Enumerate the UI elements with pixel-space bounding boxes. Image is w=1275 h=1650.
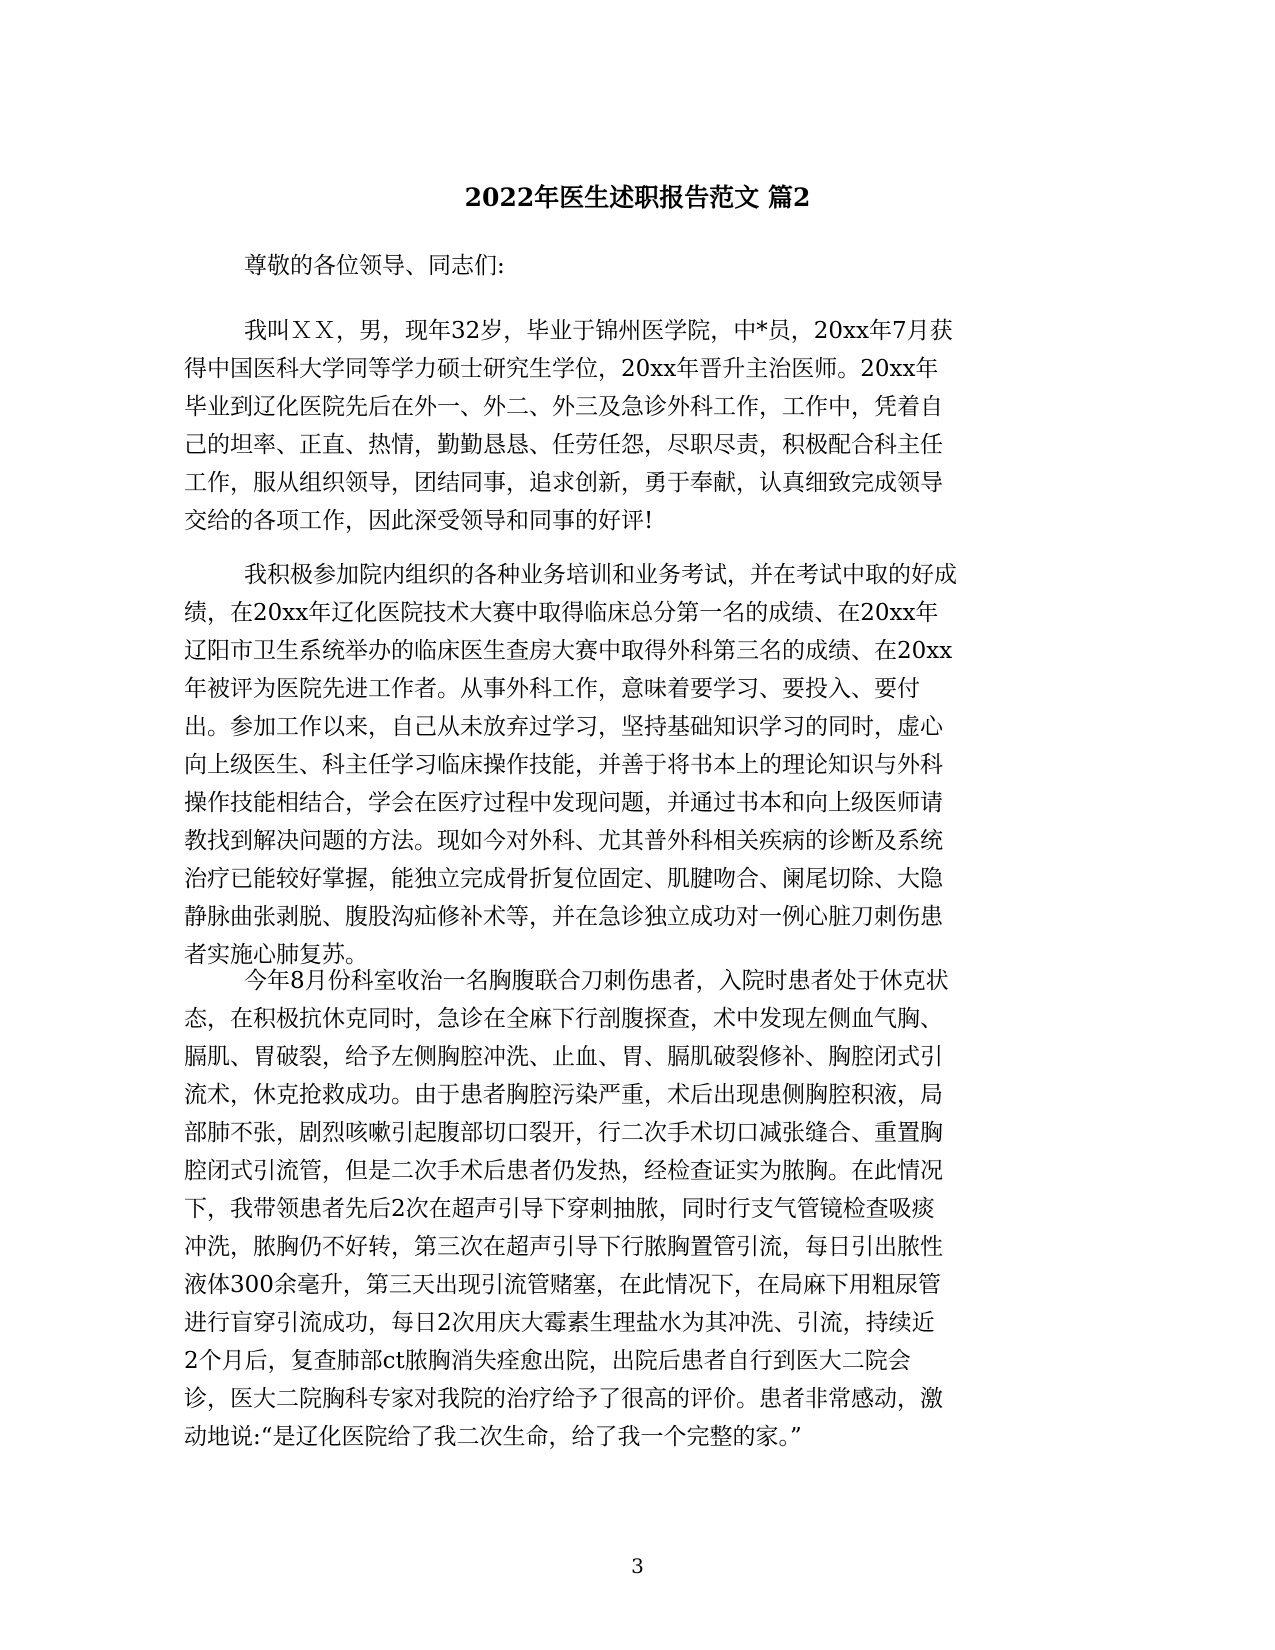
- paragraph-self-introduction: [184, 312, 1080, 540]
- paragraph-line: 出。参加工作以来，自己从未放弃过学习，坚持基础知识学习的同时，虚心: [184, 714, 943, 740]
- paragraph-line: 绩，在20xx年辽化医院技术大赛中取得临床总分第一名的成绩、在20xx年: [184, 600, 939, 626]
- page-number: 3: [631, 1554, 644, 1578]
- paragraph-line: 静脉曲张剥脱、腹股沟疝修补术等，并在急诊独立成功对一例心脏刀刺伤患: [184, 904, 943, 930]
- paragraph-line: 动地说:“是辽化医院给了我二次生命，给了我一个完整的家。”: [184, 1424, 802, 1450]
- paragraph-case-report: [184, 962, 1080, 1456]
- paragraph-line: 向上级医生、科主任学习临床操作技能，并善于将书本上的理论知识与外科: [184, 752, 943, 778]
- paragraph-line: 年被评为医院先进工作者。从事外科工作，意味着要学习、要投入、要付: [184, 676, 920, 702]
- paragraph-line: 毕业到辽化医院先后在外一、外二、外三及急诊外科工作，工作中，凭着自: [184, 394, 943, 420]
- paragraph-line: 2个月后，复查肺部ct脓胸消失痊愈出院，出院后患者自行到医大二院会: [184, 1348, 911, 1374]
- paragraph-line: 下，我带领患者先后2次在超声引导下穿刺抽脓，同时行支气管镜检查吸痰: [184, 1196, 935, 1222]
- paragraph-line: 诊，医大二院胸科专家对我院的治疗给予了很高的评价。患者非常感动，激: [184, 1386, 943, 1412]
- paragraph-line: 操作技能相结合，学会在医疗过程中发现问题，并通过书本和向上级医师请: [184, 790, 943, 816]
- salutation: 尊敬的各位领导、同志们:: [244, 253, 505, 279]
- paragraph-line: 我积极参加院内组织的各种业务培训和业务考试，并在考试中取的好成: [244, 562, 957, 588]
- paragraph-training-achievements: [184, 556, 1080, 974]
- paragraph-line: 冲洗，脓胸仍不好转，第三次在超声引导下行脓胸置管引流，每日引出脓性: [184, 1234, 943, 1260]
- paragraph-line: 液体300余毫升，第三天出现引流管赌塞，在此情况下，在局麻下用粗尿管: [184, 1272, 941, 1298]
- document-title: 2022年医生述职报告范文 篇2: [464, 183, 811, 212]
- paragraph-line: 工作，服从组织领导，团结同事，追求创新，勇于奉献，认真细致完成领导: [184, 470, 943, 496]
- paragraph-line: 己的坦率、正直、热情，勤勤恳恳、任劳任怨，尽职尽责，积极配合科主任: [184, 432, 943, 458]
- paragraph-line: 流术，休克抢救成功。由于患者胸腔污染严重，术后出现患侧胸腔积液，局: [184, 1082, 943, 1108]
- paragraph-line: 辽阳市卫生系统举办的临床医生查房大赛中取得外科第三名的成绩、在20xx: [184, 638, 953, 664]
- paragraph-line: 得中国医科大学同等学力硕士研究生学位，20xx年晋升主治医师。20xx年: [184, 356, 939, 382]
- paragraph-line: 腔闭式引流管，但是二次手术后患者仍发热，经检查证实为脓胸。在此情况: [184, 1158, 943, 1184]
- paragraph-line: 今年8月份科室收治一名胸腹联合刀刺伤患者，入院时患者处于休克状: [244, 968, 949, 994]
- paragraph-line: 教找到解决问题的方法。现如今对外科、尤其普外科相关疾病的诊断及系统: [184, 828, 943, 854]
- paragraph-line: 者实施心肺复苏。: [184, 942, 368, 968]
- paragraph-line: 态，在积极抗休克同时，急诊在全麻下行剖腹探查，术中发现左侧血气胸、: [184, 1006, 943, 1032]
- paragraph-line: 部肺不张，剧烈咳嗽引起腹部切口裂开，行二次手术切口减张缝合、重置胸: [184, 1120, 943, 1146]
- paragraph-line: 膈肌、胃破裂，给予左侧胸腔冲洗、止血、胃、膈肌破裂修补、胸腔闭式引: [184, 1044, 943, 1070]
- paragraph-line: 治疗已能较好掌握，能独立完成骨折复位固定、肌腱吻合、阑尾切除、大隐: [184, 866, 943, 892]
- paragraph-line: 我叫ＸＸ，男，现年32岁，毕业于锦州医学院，中*员，20xx年7月获: [244, 318, 953, 344]
- paragraph-line: 进行盲穿引流成功，每日2次用庆大霉素生理盐水为其冲洗、引流，持续近: [184, 1310, 935, 1336]
- paragraph-line: 交给的各项工作，因此深受领导和同事的好评!: [184, 508, 654, 534]
